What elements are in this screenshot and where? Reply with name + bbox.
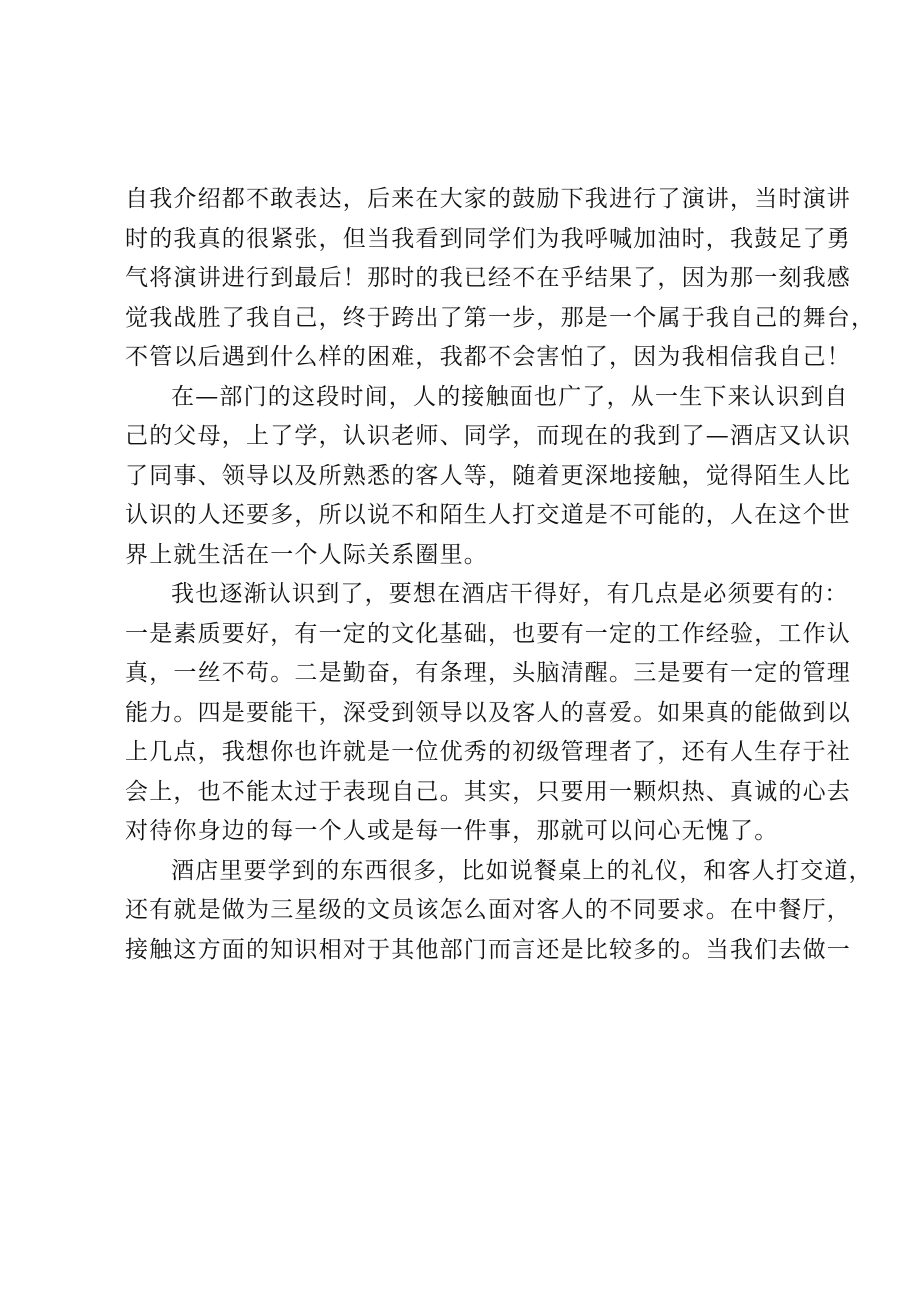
text-line-15: 上几点，我想你也许就是一位优秀的初级管理者了，还有人生存于社 xyxy=(125,739,851,765)
text-line-9: 认识的人还要多，所以说不和陌生人打交道是不可能的，人在这个世 xyxy=(125,502,851,528)
text-line-20: 接触这方面的知识相对于其他部门而言还是比较多的。当我们去做一 xyxy=(125,936,851,963)
text-line-11: 我也逐渐认识到了，要想在酒店干得好，有几点是必须要有的： xyxy=(171,581,849,607)
text-line-18: 酒店里要学到的东西很多，比如说餐桌上的礼仪，和客人打交道， xyxy=(171,857,873,884)
text-line-2: 时的我真的很紧张，但当我看到同学们为我呼喊加油时，我鼓足了勇 xyxy=(125,225,851,252)
text-line-8: 了同事、领导以及所熟悉的客人等，随着更深地接触，觉得陌生人比 xyxy=(125,462,851,489)
text-line-6: 在—部门的这段时间，人的接触面也广了，从一生下来认识到自 xyxy=(171,383,849,410)
text-line-3: 气将演讲进行到最后！那时的我已经不在乎结果了，因为那一刻我感 xyxy=(125,265,851,291)
text-line-16: 会上，也不能太过于表现自己。其实，只要用一颗炽热、真诚的心去 xyxy=(125,778,851,805)
text-line-19: 还有就是做为三星级的文员该怎么面对客人的不同要求。在中餐厅， xyxy=(125,897,851,923)
document-body xyxy=(125,180,876,970)
text-line-1: 自我介绍都不敢表达，后来在大家的鼓励下我进行了演讲，当时演讲 xyxy=(125,186,851,212)
text-line-14: 能力。四是要能干，深受到领导以及客人的喜爱。如果真的能做到以 xyxy=(125,699,851,726)
text-line-12: 一是素质要好，有一定的文化基础，也要有一定的工作经验，工作认 xyxy=(125,620,851,647)
text-line-17: 对待你身边的每一个人或是每一件事，那就可以问心无愧了。 xyxy=(125,818,779,844)
text-line-10: 界上就生活在一个人际关系圈里。 xyxy=(125,541,488,568)
text-line-5: 不管以后遇到什么样的困难，我都不会害怕了，因为我相信我自己！ xyxy=(125,344,851,370)
text-line-7: 己的父母，上了学，认识老师、同学，而现在的我到了—酒店又认识 xyxy=(125,423,851,449)
text-line-4: 觉我战胜了我自己，终于跨出了第一步，那是一个属于我自己的舞台， xyxy=(125,304,876,331)
text-line-13: 真，一丝不苟。二是勤奋，有条理，头脑清醒。三是要有一定的管理 xyxy=(125,660,851,686)
